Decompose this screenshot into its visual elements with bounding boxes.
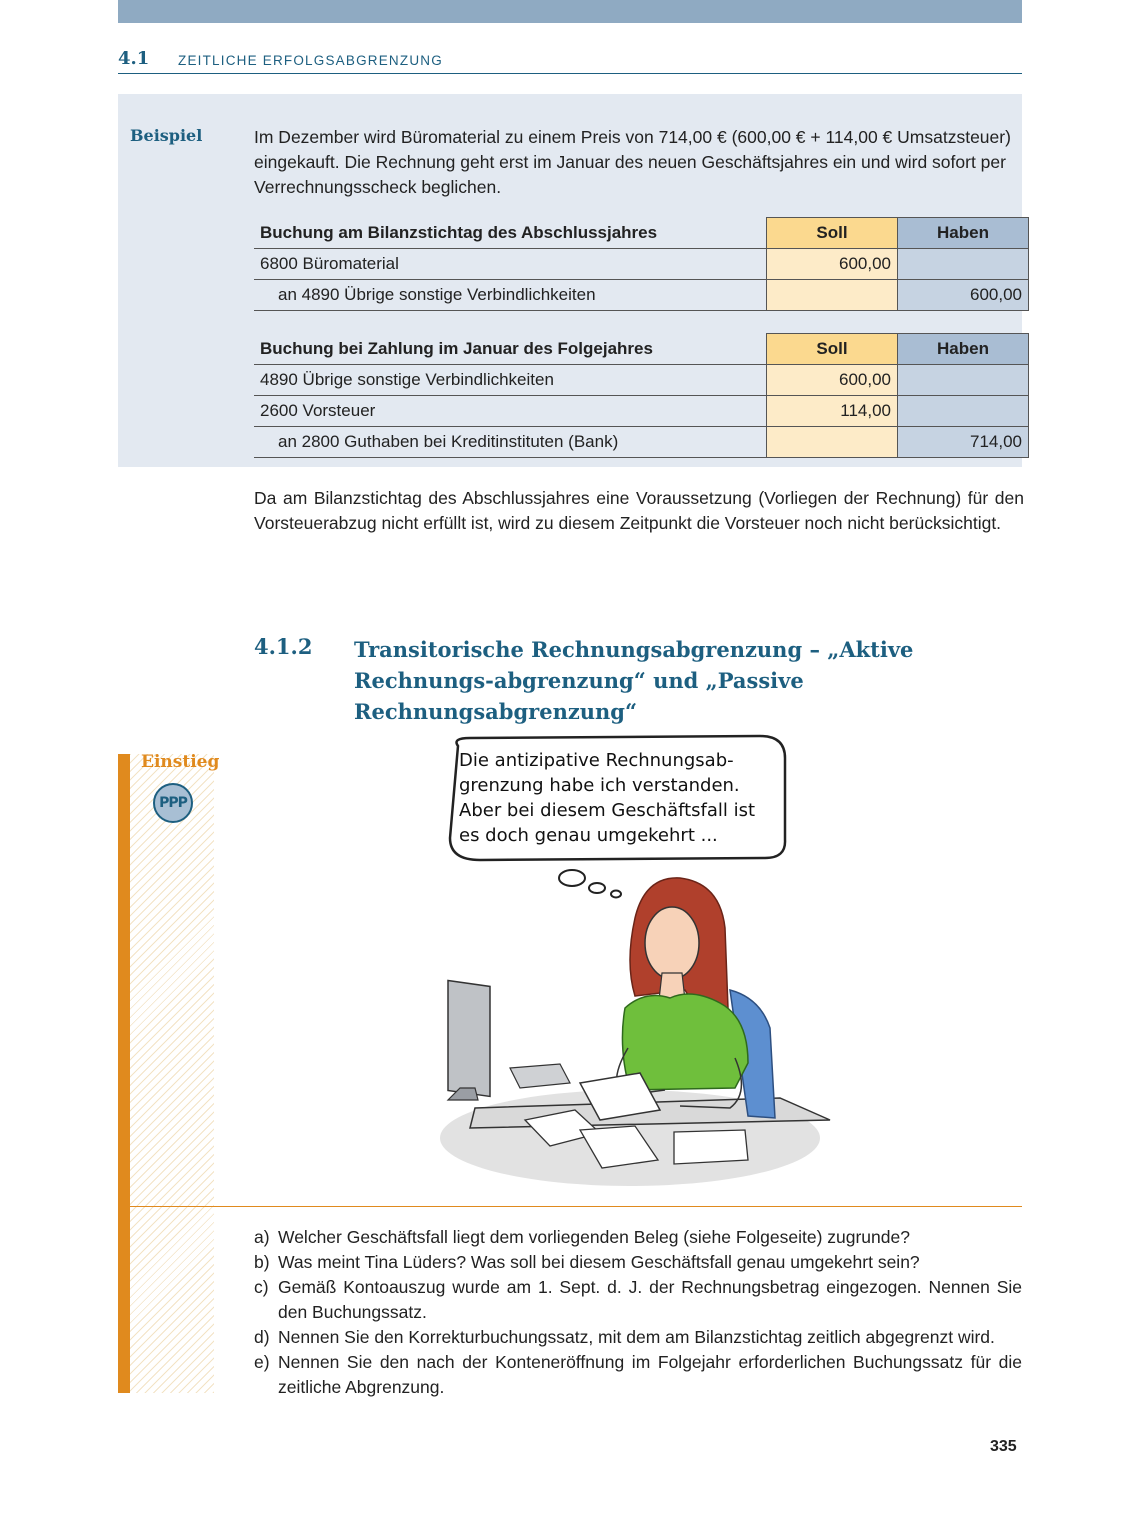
list-item [254,1350,1022,1400]
monitor-screen [448,981,490,1097]
table-row [254,249,1029,280]
soll-cell: 600,00 [767,249,898,280]
account-cell: 6800 Büromaterial [254,249,767,280]
face [645,907,699,979]
task-text: Was meint Tina Lüders? Was soll bei diesem Geschäftsfall genau umgekehrt sein? [278,1252,920,1272]
list-item [254,1250,1022,1275]
table-row [254,280,1029,311]
table-title: Buchung bei Zahlung im Januar des Folgejahres [254,334,767,365]
haben-cell [898,249,1029,280]
table-row [254,365,1029,396]
section-number: 4.1.2 [254,634,313,659]
task-text: Gemäß Kontoauszug wurde am 1. Sept. d. J. der Rechnungsbetrag eingezogen. Nennen Sie den Buchungssatz. [278,1277,1022,1322]
table-row [254,427,1029,458]
thought-dot-large [559,870,585,886]
thought-bubble-text: Die antizipative Rechnungsab-grenzung habe ich verstanden. Aber bei diesem Geschäftsfall ist es doch genau umgekehrt ... [459,750,756,846]
soll-cell [767,427,898,458]
haben-cell: 600,00 [898,280,1029,311]
task-list [254,1225,1022,1400]
explanation-paragraph: Da am Bilanzstichtag des Abschlussjahres eine Voraussetzung (Vorliegen der Rechnung) für den Vorsteuerabzug nicht erfüllt ist, wird zu diesem Zeitpunkt die Vorsteuer noch nicht berücksichtigt. [254,488,1024,533]
account-cell: 4890 Übrige sonstige Verbindlichkeiten [254,365,767,396]
task-letter: d) [254,1327,270,1347]
soll-header: Soll [767,334,898,365]
section-title: Transitorische Rechnungsabgrenzung – „Aktive Rechnungs-abgrenzung“ und „Passive Rechnungsabgrenzung“ [354,637,914,724]
table-row [254,396,1029,427]
task-text: Nennen Sie den nach der Konteneröffnung im Folgejahr erforderlichen Buchungssatz für die zeitliche Abgrenzung. [278,1352,1022,1397]
page-number: 335 [990,1438,1017,1455]
task-letter: c) [254,1277,269,1297]
task-text: Welcher Geschäftsfall liegt dem vorliegenden Beleg (siehe Folgeseite) zugrunde? [278,1227,910,1247]
table-header-row [254,218,1029,249]
account-cell: an 2800 Guthaben bei Kreditinstituten (Bank) [254,427,767,458]
keyboard [510,1064,570,1088]
soll-header: Soll [767,218,898,249]
einstieg-side-bar [118,754,130,1393]
task-letter: e) [254,1352,270,1372]
list-item [254,1225,1022,1250]
soll-cell [767,280,898,311]
haben-header: Haben [898,218,1029,249]
header-divider [118,73,1022,74]
table-header-row [254,334,1029,365]
chapter-title: ZEITLICHE ERFOLGSABGRENZUNG [178,53,443,68]
list-item [254,1275,1022,1325]
booking-table-payment [254,333,1029,458]
haben-cell: 714,00 [898,427,1029,458]
table-title: Buchung am Bilanzstichtag des Abschlussjahres [254,218,767,249]
einstieg-label: Einstieg [141,752,220,772]
thought-dot-medium [589,883,605,893]
account-cell: an 4890 Übrige sonstige Verbindlichkeiten [254,280,767,311]
thought-dot-small [611,891,621,898]
task-letter: b) [254,1252,270,1272]
haben-cell [898,396,1029,427]
soll-cell: 600,00 [767,365,898,396]
soll-cell: 114,00 [767,396,898,427]
task-text: Nennen Sie den Korrekturbuchungssatz, mit dem am Bilanzstichtag zeitlich abgegrenzt wird. [278,1327,995,1347]
paper-stack-right [674,1130,748,1164]
einstieg-divider [130,1206,1022,1207]
list-item [254,1325,1022,1350]
booking-table-closing [254,217,1029,311]
einstieg-hatch-pattern [130,754,214,1393]
top-color-bar [118,0,1022,23]
chapter-number: 4.1 [118,48,150,69]
ppp-badge-icon: PPP [153,783,193,823]
haben-cell [898,365,1029,396]
example-label: Beispiel [130,126,203,145]
example-text: Im Dezember wird Büromaterial zu einem Preis von 714,00 € (600,00 € + 114,00 € Umsatzsteuer) eingekauft. Die Rechnung geht erst im Januar des neuen Geschäftsjahres ein und wird sofort per Verrechnungsscheck beglichen. [254,127,1011,197]
account-cell: 2600 Vorsteuer [254,396,767,427]
haben-header: Haben [898,334,1029,365]
task-letter: a) [254,1227,270,1247]
